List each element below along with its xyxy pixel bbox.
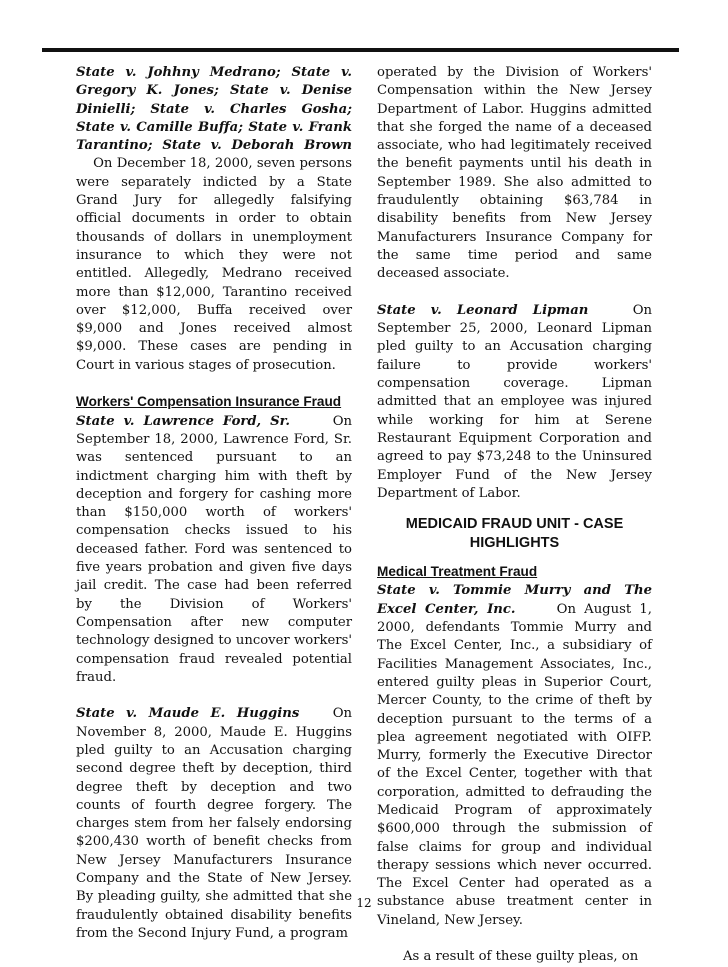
case-title-murry: State v. Tommie Murry and The Excel Center, Inc. (377, 583, 652, 617)
case-text-lipman: On September 25, 2000, Leonard Lipman pled guilty to an Accusation charging failure to provide workers' compensation coverage. Lipman admitted that an employee was injured while working for him at Serene Restaurant Equipment Corporation and agreed to pay $73,248 to the Uninsured Employer Fund of the New Jersey Department of Labor. (377, 302, 652, 501)
paragraph-medrano (76, 64, 352, 375)
paragraph-ford (76, 413, 352, 687)
case-text-murry: On August 1, 2000, defendants Tommie Murry and The Excel Center, Inc., a subsidiary of Facilities Management Associates, Inc., entered guilty pleas in Superior Court, Mercer County, to the crime of theft by deception pursuant to the terms of a plea agreement negotiated with OIFP. Murry, formerly the Executive Director of the Excel Center, together with that corporation, admitted to defrauding the Medicaid Program of approximately $600,000 through the submission of false claims for group and individual therapy sessions which never occurred. The Excel Center had operated as a substance abuse treatment center in Vineland, New Jersey. (377, 601, 652, 928)
paragraph-huggins-cont (377, 64, 652, 284)
page-number: 12 (356, 896, 372, 910)
case-text-huggins: On November 8, 2000, Maude E. Huggins pled guilty to an Accusation charging second degree theft by deception, third degree theft by deception and two counts of fourth degree forgery. The charges stem from her falsely endorsing $200,430 worth of benefit checks from New Jersey Manufacturers Insurance Company and the State of New Jersey. By pleading guilty, she admitted that she fraudulently obtained disability benefits from the Second Injury Fund, a program (76, 706, 352, 941)
case-text-ford: On September 18, 2000, Lawrence Ford, Sr. was sentenced pursuant to an indictment charging him with theft by deception and forgery for cashing more than $150,000 worth of workers' compensation checks issued to his deceased father. Ford was sentenced to five years probation and given five days jail credit. The case had been referred by the Division of Workers' Compensation after new computer technology designed to uncover workers' compensation fraud revealed potential fraud. (76, 413, 352, 685)
header-rule (42, 48, 679, 52)
case-title-medrano: State v. Johhny Medrano; State v. Gregory K. Jones; State v. Denise Dinielli; State v. Charles Gosha; State v. Camille Buffa; State v. Frank Tarantino; State v. Deborah Brown (76, 65, 352, 154)
case-title-lipman: State v. Leonard Lipman (377, 302, 589, 318)
paragraph-lipman (377, 302, 652, 503)
medicaid-unit-heading (377, 515, 652, 553)
section-heading-medical-treatment: Medical Treatment Fraud (377, 564, 538, 580)
case-title-huggins: State v. Maude E. Huggins (76, 706, 300, 722)
case-text-huggins-cont: operated by the Division of Workers' Compensation within the New Jersey Department of Labor. Huggins admitted that she forged the name of a deceased associate, who had legitimately received the benefit payments until his death in September 1989. She also admitted to fraudulently obtaining $63,784 in disability benefits from New Jersey Manufacturers Insurance Company for the same time period and same deceased associate. (377, 65, 652, 282)
medicaid-heading-line2: HIGHLIGHTS (469, 535, 560, 552)
case-text-medrano: On December 18, 2000, seven persons were separately indicted by a State Grand Jury for allegedly falsifying official documents in order to obtain thousands of dollars in unemployment insurance to which they were not entitled. Allegedly, Medrano received more than $12,000, Tarantino received over $12,000, Buffa received over $9,000 and Jones received almost $9,000. These cases are pending in Court in various stages of prosecution. (76, 156, 352, 373)
medicaid-heading-line1: MEDICAID FRAUD UNIT - CASE (405, 516, 624, 533)
section-heading-workers-comp: Workers' Compensation Insurance Fraud (76, 394, 342, 410)
right-column (377, 64, 652, 967)
case-text-guilty-pleas: As a result of these guilty pleas, on (403, 949, 639, 965)
paragraph-guilty-pleas (377, 948, 652, 966)
paragraph-murry (377, 582, 652, 930)
case-title-ford: State v. Lawrence Ford, Sr. (76, 413, 290, 429)
left-column (76, 64, 352, 943)
